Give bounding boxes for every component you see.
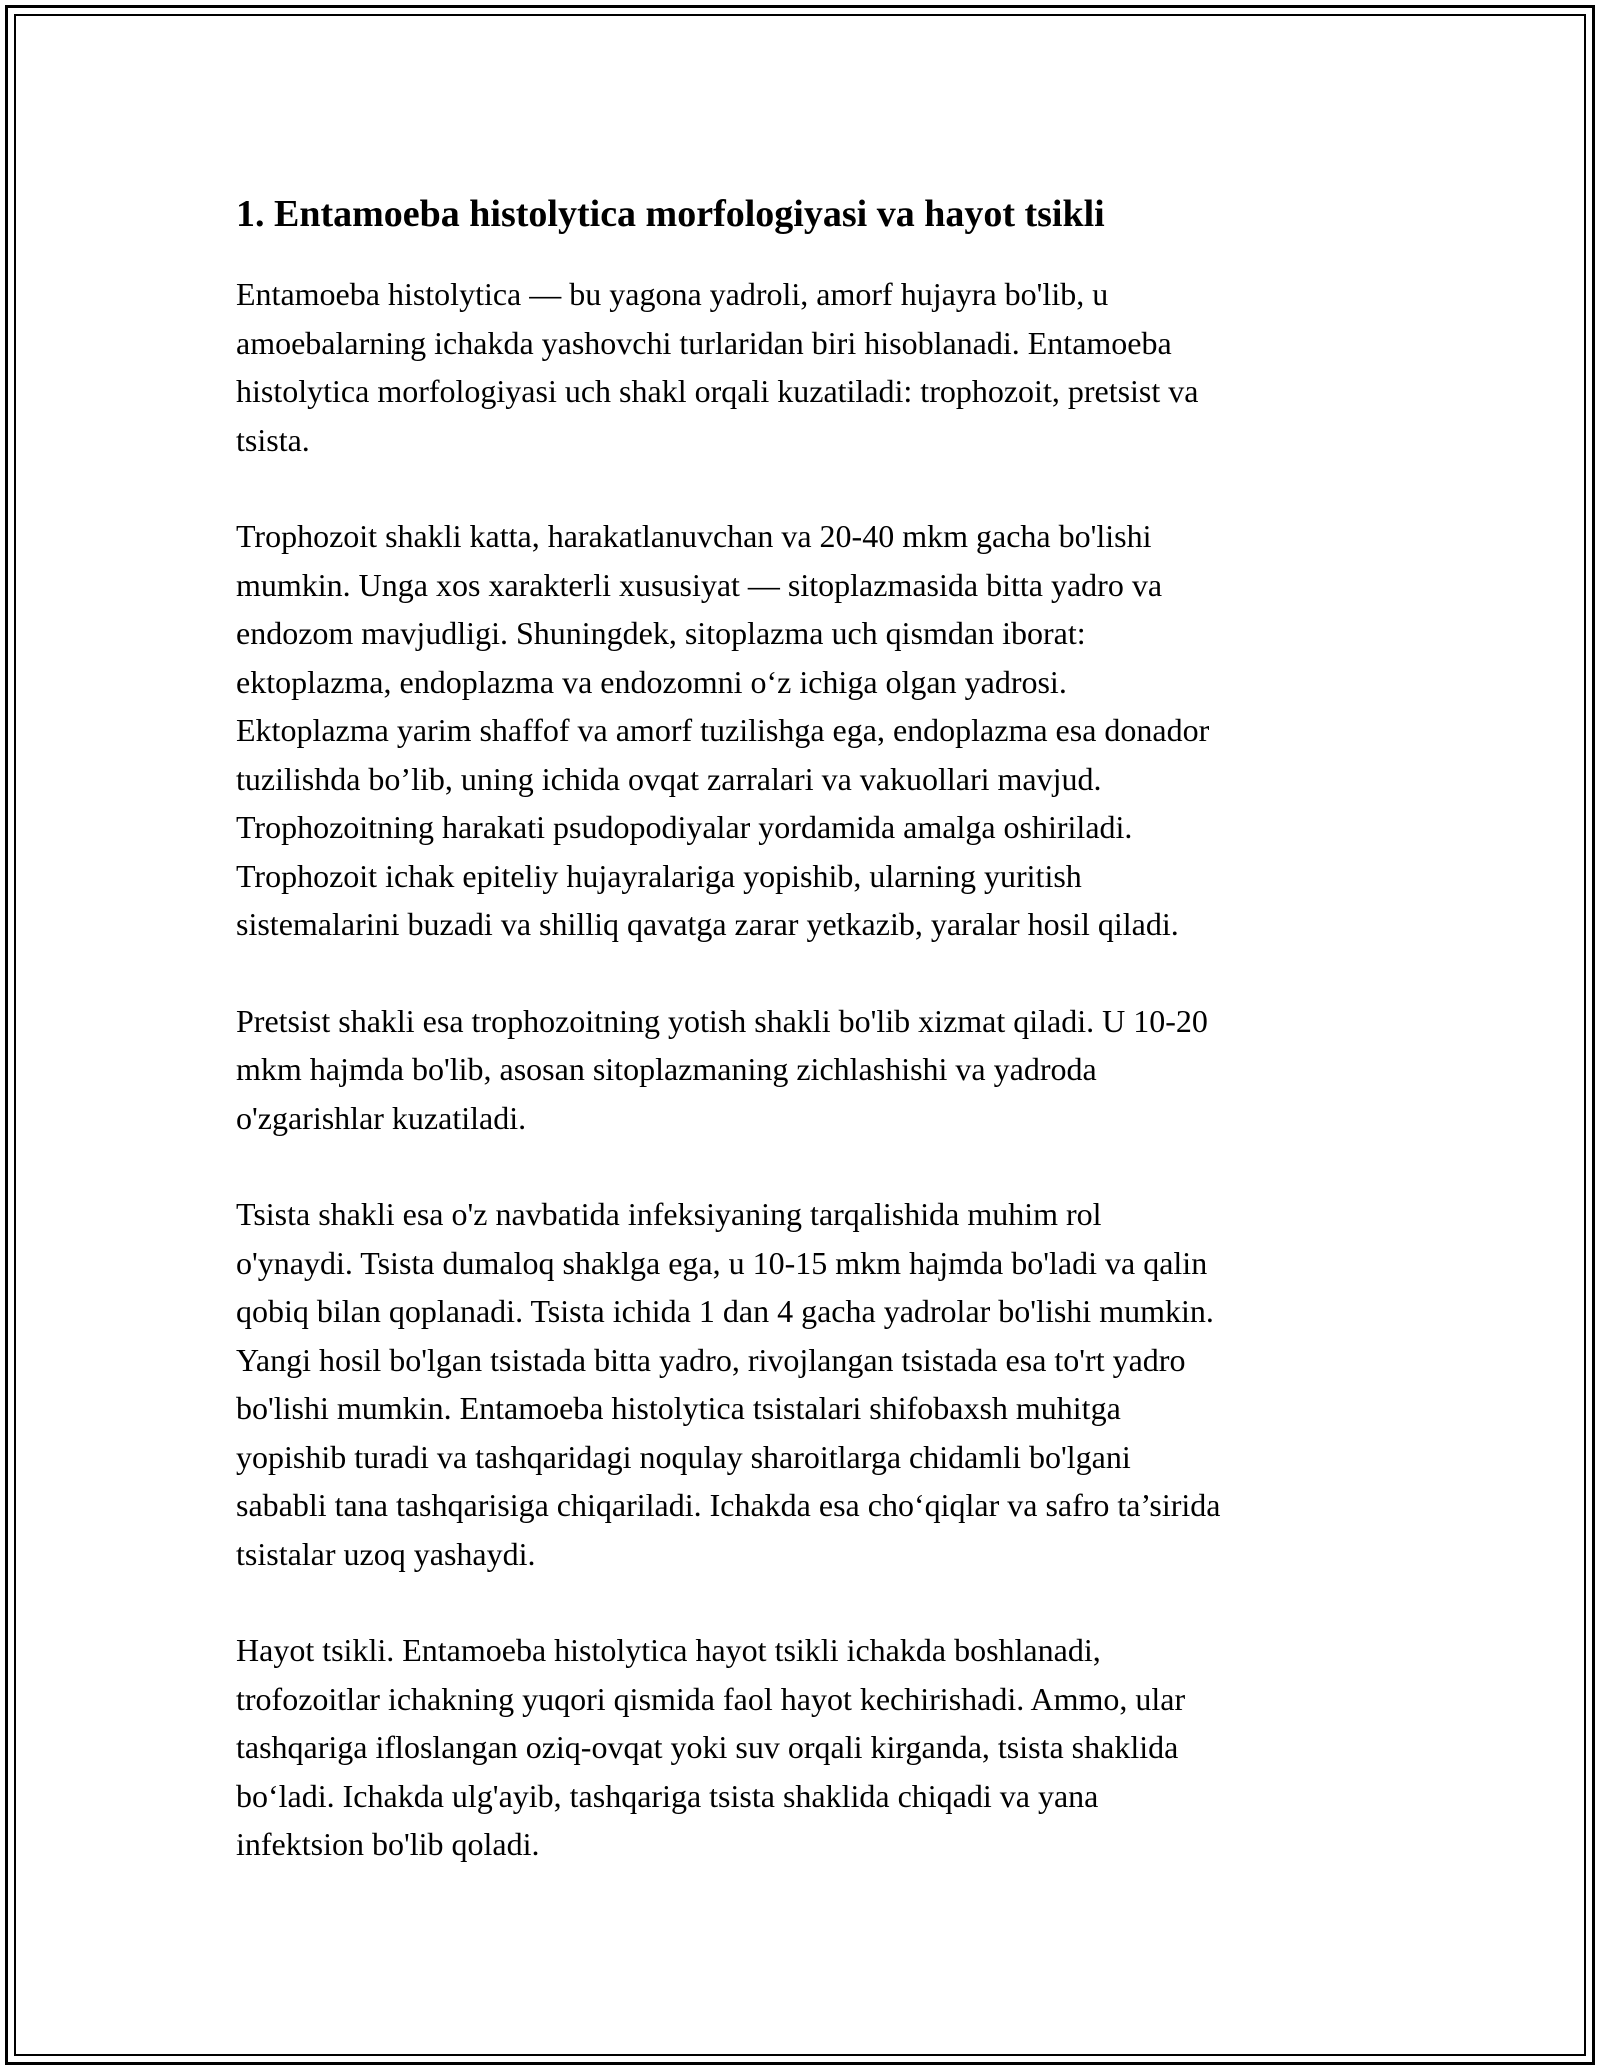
paragraph-pretsist: Pretsist shakli esa trophozoitning yotish shakli bo'lib xizmat qiladi. U 10-20 mkm hajmda bo'lib, asosan sitoplazmaning zichlashishi va yadroda o'zgarishlar kuzatiladi. <box>236 1002 1208 1136</box>
paragraph-tsista: Tsista shakli esa o'z navbatida infeksiyaning tarqalishida muhim rol o'ynaydi. Tsista dumaloq shaklga ega, u 10-15 mkm hajmda bo'ladi va qalin qobiq bilan qoplanadi. Tsista ichida 1 dan 4 gacha yadrolar bo'lishi mumkin. Yangi hosil bo'lgan tsistada bitta yadro, rivojlangan tsistada esa to'rt yadro bo'lishi mumkin. Entamoeba histolytica tsistalari shifobaxsh muhitga yopishib turadi va tashqaridagi noqulay sharoitlarga chidamli bo'lgani sababli tana tashqarisiga chiqariladi. Ichakda esa cho‘qiqlar va safro ta’sirida tsistalar uzoq yashaydi. <box>236 1196 1221 1572</box>
paragraph-life-cycle: Hayot tsikli. Entamoeba histolytica hayot tsikli ichakda boshlanadi, trofozoitlar ichakning yuqori qismida faol hayot kechirishadi. Ammo, ular tashqariga ifloslangan oziq-ovqat yoki suv orqali kirganda, tsista shaklida bo‘ladi. Ichakda ulg'ayib, tashqariga tsista shaklida chiqadi va yana infektsion bo'lib qoladi. <box>236 1632 1186 1862</box>
document-body <box>236 186 1376 1917</box>
paragraph-introduction: Entamoeba histolytica — bu yagona yadroli, amorf hujayra bo'lib, u amoebalarning ichakda yashovchi turlaridan biri hisoblanadi. Entamoeba histolytica morfologiyasi uch shakl orqali kuzatiladi: trophozoit, pretsist va tsista. <box>236 276 1199 458</box>
paragraph-trophozoit: Trophozoit shakli katta, harakatlanuvchan va 20-40 mkm gacha bo'lishi mumkin. Unga xos xarakterli xususiyat — sitoplazmasida bitta yadro va endozom mavjudligi. Shuningdek, sitoplazma uch qismdan iborat: ektoplazma, endoplazma va endozomni o‘z ichiga olgan yadrosi. Ektoplazma yarim shaffof va amorf tuzilishga ega, endoplazma esa donador tuzilishda bo’lib, uning ichida ovqat zarralari va vakuollari mavjud. Trophozoitning harakati psudopodiyalar yordamida amalga oshiriladi. Trophozoit ichak epiteliy hujayralariga yopishib, ularning yuritish sistemalarini buzadi va shilliq qavatga zarar yetkazib, yaralar hosil qiladi. <box>236 518 1210 942</box>
section-heading: 1. Entamoeba histolytica morfologiyasi va hayot tsikli <box>236 193 1105 235</box>
